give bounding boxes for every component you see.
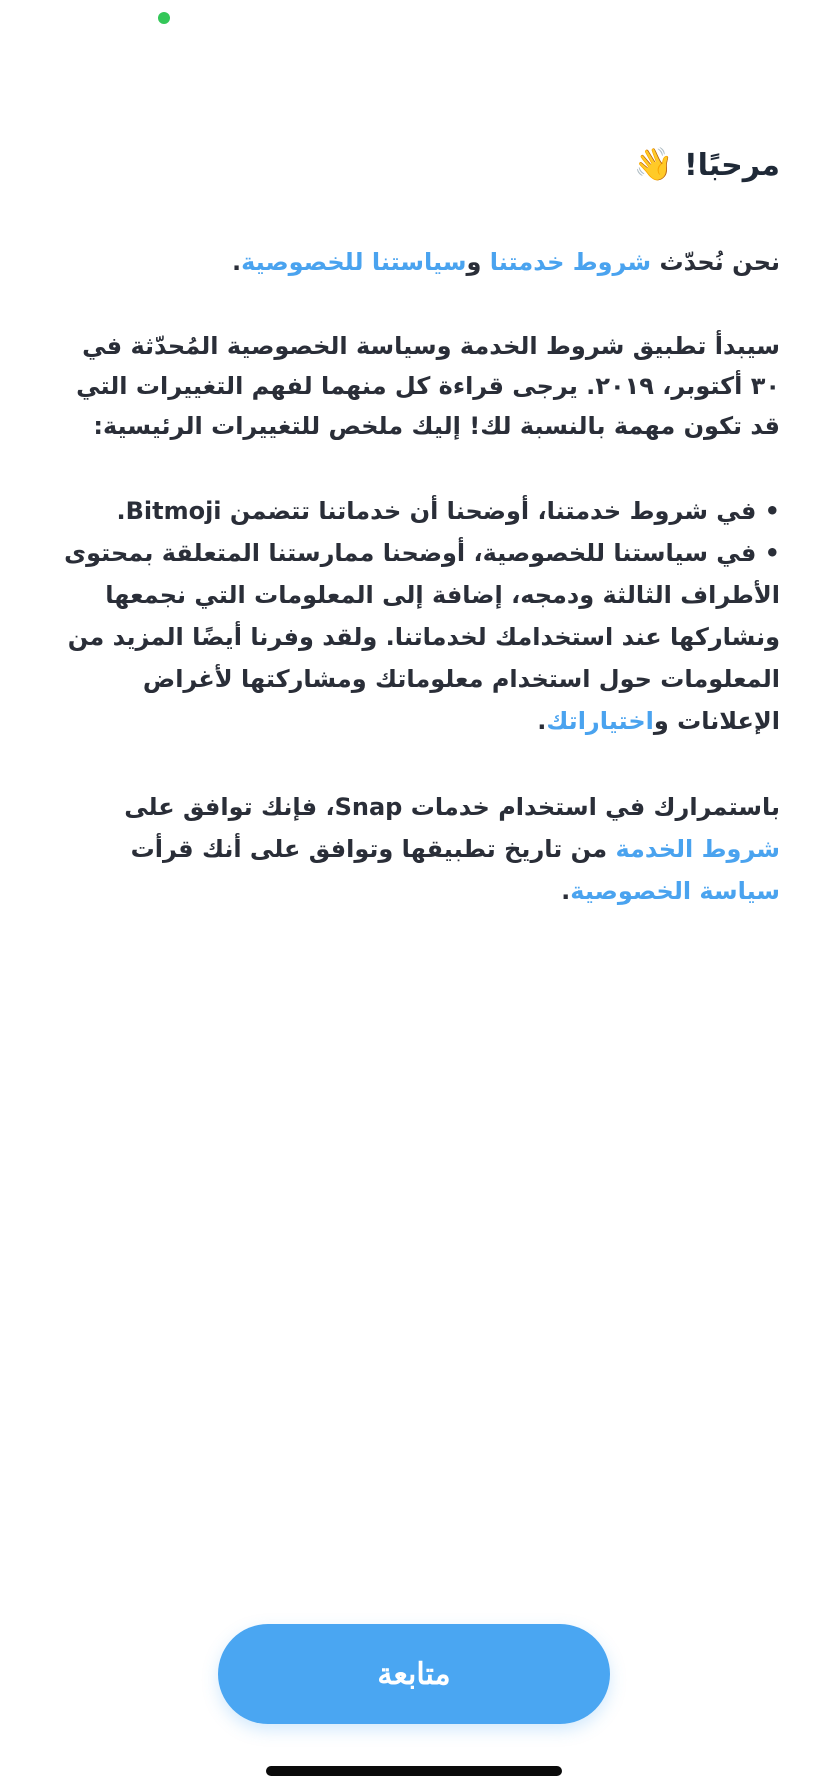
terms-of-service-link[interactable]: شروط خدمتنا [489, 248, 652, 276]
home-indicator[interactable] [266, 1766, 562, 1776]
changes-summary-list [48, 490, 780, 742]
agreement-prefix: باستمرارك في استخدام خدمات Snap، فإنك توافق على [124, 793, 780, 821]
status-indicator-dot [158, 12, 170, 24]
update-notice-prefix: نحن نُحدّث [651, 248, 780, 276]
agreement-terms-link[interactable]: شروط الخدمة [615, 835, 780, 863]
agreement-privacy-link[interactable]: سياسة الخصوصية [570, 877, 780, 905]
privacy-policy-link[interactable]: سياستنا للخصوصية [241, 248, 467, 276]
agreement-suffix: . [561, 877, 571, 905]
update-notice [48, 242, 780, 282]
list-item-privacy-change [48, 532, 780, 742]
your-choices-link[interactable]: اختياراتك [546, 707, 654, 735]
agreement-middle: من تاريخ تطبيقها وتوافق على أنك قرأت [130, 835, 616, 863]
privacy-change-suffix: . [537, 707, 547, 735]
effective-date-notice: سيبدأ تطبيق شروط الخدمة وسياسة الخصوصية المُحدّثة في ٣٠ أكتوبر، ٢٠١٩. يرجى قراءة كل منهما لفهم التغييرات التي قد تكون مهمة بالنسبة لك! إليك ملخص للتغييرات الرئيسية: [76, 332, 780, 440]
update-notice-conjunction: و [466, 248, 490, 276]
update-notice-suffix: . [232, 248, 242, 276]
greeting-heading [48, 140, 780, 190]
list-item-terms-change: • في شروط خدمتنا، أوضحنا أن خدماتنا تتضمن Bitmoji. [116, 497, 780, 525]
waving-hand-icon: 👋 [633, 145, 674, 183]
agreement-notice [48, 786, 780, 912]
terms-update-content [48, 140, 780, 912]
greeting-text: مرحبًا! [683, 148, 780, 183]
continue-button[interactable]: متابعة [218, 1624, 610, 1724]
privacy-change-text: • في سياستنا للخصوصية، أوضحنا ممارستنا المتعلقة بمحتوى الأطراف الثالثة ودمجه، إضافة إلى المعلومات التي نجمعها ونشاركها عند استخدامك لخدماتنا. ولقد وفرنا أيضًا المزيد من المعلومات حول استخدام معلوماتك ومشاركتها لأغراض الإعلانات و [64, 539, 780, 735]
